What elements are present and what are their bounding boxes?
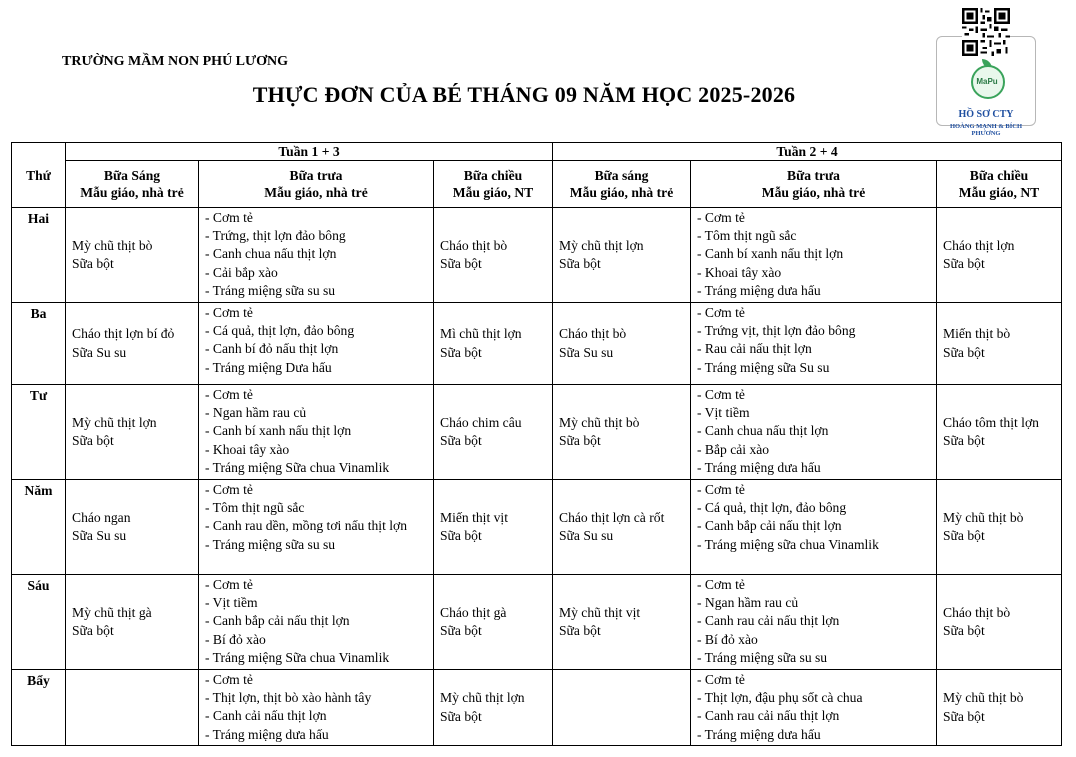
menu-item: Sữa bột <box>943 433 985 448</box>
b-afternoon-cell <box>937 480 1062 575</box>
menu-item: - Tráng miệng dưa hấu <box>205 726 329 742</box>
menu-item: Mỳ chũ thịt lợn <box>72 414 157 430</box>
menu-item: - Cá quả, thịt lợn, đảo bông <box>205 323 355 339</box>
menu-item: - Cải bắp xào <box>205 264 278 280</box>
menu-item: Mỳ chũ thịt lợn <box>559 237 644 253</box>
b-breakfast-cell <box>553 385 691 480</box>
a-afternoon-cell <box>434 670 553 746</box>
menu-item: Sữa bột <box>440 344 482 360</box>
menu-item: Mỳ chũ thịt bò <box>559 414 640 430</box>
menu-item: Sữa Su su <box>559 344 614 360</box>
menu-item: Sữa bột <box>943 528 985 543</box>
b-lunch-cell <box>691 385 937 480</box>
menu-item: - Canh rau dền, mồng tơi nấu thịt lợn <box>205 518 408 534</box>
menu-item: - Canh bắp cải nấu thịt lợn <box>205 613 350 629</box>
b-lunch-cell <box>691 208 937 303</box>
menu-item: Sữa bột <box>559 623 601 638</box>
meal-group: Mẫu giáo, NT <box>452 185 534 200</box>
a-afternoon-cell <box>434 480 553 575</box>
menu-item: - Bí đỏ xào <box>697 631 758 647</box>
a-afternoon-cell <box>434 303 553 385</box>
col-header-a-breakfast <box>66 161 199 208</box>
menu-item: Sữa bột <box>440 623 482 638</box>
b-breakfast-cell <box>553 670 691 746</box>
meal-group: Mẫu giáo, nhà trẻ <box>761 185 866 200</box>
day-cell: Bẩy <box>12 670 66 746</box>
menu-item: - Tráng miệng Sữa chua Vinamlik <box>205 459 390 475</box>
meal-name: Bữa trưa <box>289 168 343 183</box>
col-header-b-afternoon <box>937 161 1062 208</box>
menu-item: Cháo thịt bò <box>943 604 1011 620</box>
menu-item: - Khoai tây xào <box>697 264 782 280</box>
menu-item: Sữa bột <box>440 256 482 271</box>
company-logo <box>936 8 1036 137</box>
logo-subcaption: HOÀNG MẠNH & BÍCH PHƯƠNG <box>949 123 1023 137</box>
menu-item: - Cơm tẻ <box>697 210 745 225</box>
day-cell: Ba <box>12 303 66 385</box>
a-lunch-cell <box>199 385 434 480</box>
menu-item: - Bí đỏ xào <box>205 631 266 647</box>
menu-item: Sữa bột <box>559 433 601 448</box>
a-afternoon-cell <box>434 208 553 303</box>
menu-item: - Tráng miệng dưa hấu <box>697 459 821 475</box>
menu-item: - Khoai tây xào <box>205 441 290 457</box>
meal-name: Bữa chiều <box>463 168 523 183</box>
qr-code-icon <box>962 8 1010 56</box>
b-lunch-cell <box>691 480 937 575</box>
meal-group: Mẫu giáo, nhà trẻ <box>264 185 368 200</box>
day-cell: Năm <box>12 480 66 575</box>
menu-item: - Tráng miệng sữa su su <box>205 282 336 298</box>
b-afternoon-cell <box>937 303 1062 385</box>
day-cell: Sáu <box>12 575 66 670</box>
menu-item: - Bắp cải xào <box>697 441 770 457</box>
school-name: TRƯỜNG MẦM NON PHÚ LƯƠNG <box>62 54 289 69</box>
a-lunch-cell <box>199 575 434 670</box>
meal-group: Mẫu giáo, nhà trẻ <box>569 185 674 200</box>
menu-item: - Cá quả, thịt lợn, đảo bông <box>697 500 847 516</box>
a-lunch-cell <box>199 670 434 746</box>
meal-name: Bữa sáng <box>594 168 649 183</box>
menu-item: - Canh bí xanh nấu thịt lợn <box>205 423 352 439</box>
menu-row <box>12 303 1062 385</box>
menu-row <box>12 208 1062 303</box>
day-cell: Hai <box>12 208 66 303</box>
b-lunch-cell <box>691 303 937 385</box>
menu-item: - Rau cải nấu thịt lợn <box>697 341 812 357</box>
menu-item: Cháo thịt bò <box>440 237 508 253</box>
logo-caption: HỒ SƠ CTY <box>958 109 1014 120</box>
menu-item: Cháo tôm thịt lợn <box>943 414 1039 430</box>
a-breakfast-cell <box>66 670 199 746</box>
col-header-b-breakfast <box>553 161 691 208</box>
menu-item: - Cơm tẻ <box>697 387 745 402</box>
a-breakfast-cell <box>66 480 199 575</box>
menu-item: Mỳ chũ thịt bò <box>943 509 1024 525</box>
menu-item: Cháo thịt gà <box>440 604 507 620</box>
week-b-header: Tuần 2 + 4 <box>553 143 1062 161</box>
b-afternoon-cell <box>937 208 1062 303</box>
menu-item: Cháo thịt bò <box>559 326 627 342</box>
meal-name: Bữa Sáng <box>103 168 161 183</box>
menu-item: Cháo chim câu <box>440 414 522 430</box>
menu-item: - Cơm tẻ <box>697 482 745 497</box>
menu-item: Sữa bột <box>943 623 985 638</box>
b-afternoon-cell <box>937 670 1062 746</box>
week-a-header: Tuần 1 + 3 <box>66 143 553 161</box>
a-breakfast-cell <box>66 303 199 385</box>
menu-item: - Ngan hầm rau củ <box>205 405 307 421</box>
menu-item: Sữa bột <box>943 256 985 271</box>
menu-item: - Cơm tẻ <box>205 672 253 687</box>
col-header-a-afternoon <box>434 161 553 208</box>
b-breakfast-cell <box>553 480 691 575</box>
menu-item: - Canh bí xanh nấu thịt lợn <box>697 246 844 262</box>
menu-item: Miến thịt bò <box>943 326 1011 342</box>
a-lunch-cell <box>199 480 434 575</box>
menu-item: Sữa bột <box>440 528 482 543</box>
b-lunch-cell <box>691 575 937 670</box>
menu-item: - Cơm tẻ <box>205 577 253 592</box>
menu-item: Sữa bột <box>943 708 985 724</box>
menu-item: - Tôm thịt ngũ sắc <box>697 228 797 244</box>
menu-item: - Tráng miệng Dưa hấu <box>205 359 332 375</box>
a-breakfast-cell <box>66 385 199 480</box>
menu-item: Sữa Su su <box>559 528 614 543</box>
a-breakfast-cell <box>66 208 199 303</box>
menu-item: - Canh chua nấu thịt lợn <box>205 246 337 262</box>
menu-item: Mỳ chũ thịt gà <box>72 604 152 620</box>
menu-item: - Vịt tiềm <box>697 405 750 421</box>
page-title <box>0 82 1076 108</box>
menu-item: - Vịt tiềm <box>205 595 258 611</box>
menu-item: - Trứng vịt, thịt lợn đảo bông <box>697 323 856 339</box>
menu-item: - Canh rau cải nấu thịt lợn <box>697 708 840 724</box>
a-breakfast-cell <box>66 575 199 670</box>
menu-item: - Canh bắp cải nấu thịt lợn <box>697 518 842 534</box>
meal-group: Mẫu giáo, nhà trẻ <box>80 185 184 200</box>
menu-item: Cháo ngan <box>72 509 131 525</box>
menu-item: - Canh bí đỏ nấu thịt lợn <box>205 341 339 357</box>
b-afternoon-cell <box>937 385 1062 480</box>
b-breakfast-cell <box>553 208 691 303</box>
b-breakfast-cell <box>553 303 691 385</box>
menu-item: - Thịt lợn, thịt bò xào hành tây <box>205 690 372 706</box>
b-breakfast-cell <box>553 575 691 670</box>
menu-item: - Canh cải nấu thịt lợn <box>205 708 327 724</box>
menu-item: Mì chũ thịt lợn <box>440 326 522 342</box>
menu-item: - Tôm thịt ngũ sắc <box>205 500 305 516</box>
menu-item: - Cơm tẻ <box>697 577 745 592</box>
day-cell: Tư <box>12 385 66 480</box>
menu-item: Cháo thịt lợn bí đỏ <box>72 326 175 342</box>
menu-item: - Cơm tẻ <box>205 305 253 320</box>
menu-item: Sữa Su su <box>72 528 127 543</box>
menu-item: - Canh chua nấu thịt lợn <box>697 423 829 439</box>
day-column-header: Thứ <box>12 143 66 208</box>
menu-item: Sữa Su su <box>72 344 127 360</box>
menu-item: Cháo thịt lợn cà rốt <box>559 509 665 525</box>
menu-item: - Tráng miệng dưa hấu <box>697 726 821 742</box>
menu-item: - Cơm tẻ <box>205 482 253 497</box>
a-lunch-cell <box>199 208 434 303</box>
b-afternoon-cell <box>937 575 1062 670</box>
col-header-a-lunch <box>199 161 434 208</box>
menu-item: Miến thịt vịt <box>440 509 508 525</box>
menu-table <box>11 142 1062 746</box>
b-lunch-cell <box>691 670 937 746</box>
a-afternoon-cell <box>434 575 553 670</box>
menu-item: Mỳ chũ thịt bò <box>72 237 153 253</box>
menu-item: - Tráng miệng dưa hấu <box>697 282 821 298</box>
menu-item: Sữa bột <box>440 708 482 724</box>
menu-item: Mỳ chũ thịt lợn <box>440 690 525 706</box>
menu-item: - Trứng, thịt lợn đảo bông <box>205 228 346 244</box>
menu-item: Sữa bột <box>440 433 482 448</box>
menu-row <box>12 670 1062 746</box>
meal-name: Bữa trưa <box>787 168 840 183</box>
menu-item: Cháo thịt lợn <box>943 237 1015 253</box>
a-lunch-cell <box>199 303 434 385</box>
menu-item: Sữa bột <box>72 623 114 638</box>
meal-name: Bữa chiều <box>969 168 1029 183</box>
menu-item: - Cơm tẻ <box>697 305 745 320</box>
menu-item: Sữa bột <box>943 344 985 360</box>
menu-item: Mỳ chũ thịt vịt <box>559 604 641 620</box>
a-afternoon-cell <box>434 385 553 480</box>
menu-item: - Tráng miệng sữa Su su <box>697 359 830 375</box>
menu-item: Mỳ chũ thịt bò <box>943 690 1024 706</box>
menu-item: - Ngan hầm rau củ <box>697 595 799 611</box>
menu-item: - Tráng miệng sữa su su <box>697 649 828 665</box>
menu-item: - Thịt lợn, đậu phụ sốt cà chua <box>697 690 863 706</box>
menu-item: - Cơm tẻ <box>697 672 745 687</box>
menu-row <box>12 480 1062 575</box>
menu-item: - Tráng miệng sữa su su <box>205 536 336 552</box>
menu-item: Sữa bột <box>559 256 601 271</box>
logo-brand: MaPu <box>976 77 998 86</box>
menu-item: - Cơm tẻ <box>205 387 253 402</box>
menu-item: - Canh rau cải nấu thịt lợn <box>697 613 840 629</box>
menu-row <box>12 385 1062 480</box>
page-title-text: THỰC ĐƠN CỦA BÉ THÁNG 09 NĂM HỌC 2025-2026 <box>252 82 796 107</box>
menu-item: Sữa bột <box>72 256 114 271</box>
meal-group: Mẫu giáo, NT <box>958 185 1040 200</box>
menu-item: - Cơm tẻ <box>205 210 253 225</box>
menu-item: Sữa bột <box>72 433 114 448</box>
menu-item: - Tráng miệng sữa chua Vinamlik <box>697 536 879 552</box>
menu-row <box>12 575 1062 670</box>
col-header-b-lunch <box>691 161 937 208</box>
menu-item: - Tráng miệng Sữa chua Vinamlik <box>205 649 390 665</box>
